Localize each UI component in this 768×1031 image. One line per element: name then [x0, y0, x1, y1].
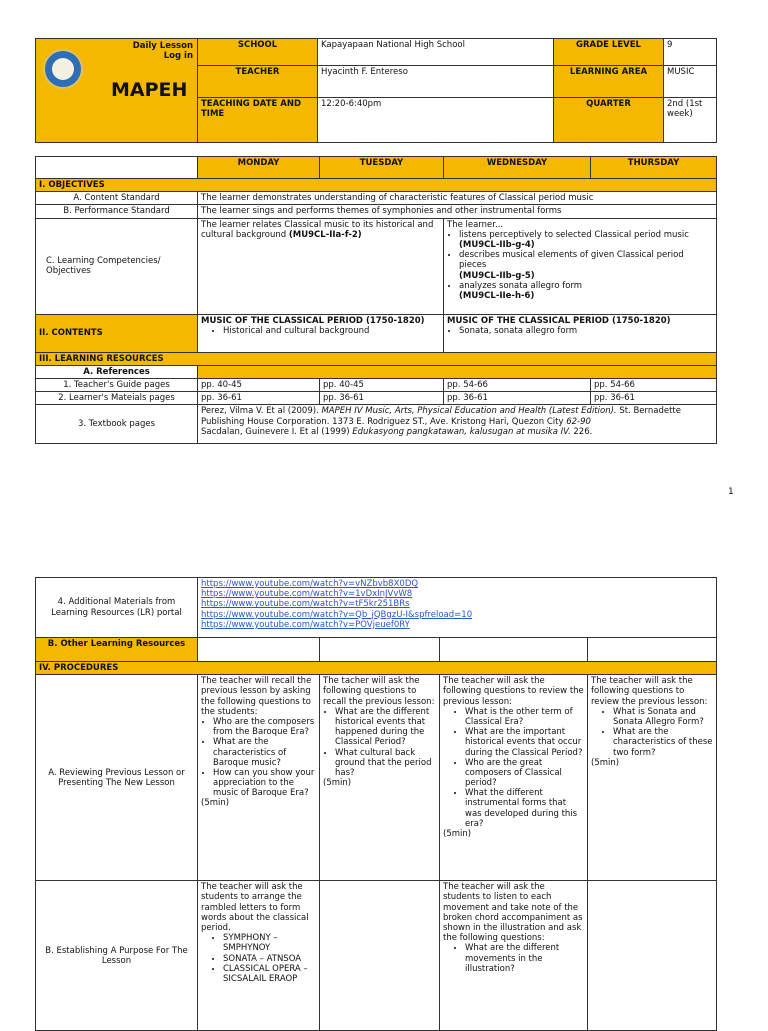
competency-item: • describes musical elements of given Classical period pieces (MU9CL-IIb-g-5) — [459, 250, 713, 281]
question-item: • What are the different movements in the illustration? — [465, 943, 584, 974]
resources-heading: III. LEARNING RESOURCES — [36, 352, 717, 365]
lm-tuesday: pp. 36-61 — [320, 392, 444, 405]
tg-thursday: pp. 54-66 — [591, 378, 717, 391]
purpose-monday: The teacher will ask the students to arrange the rambled letters to form words about the classical period. • SYMPHONY – SMPHYNOY • SONATA – ATNSOA • CLASSICAL OPERA – SICSALAIL ERAOP — [198, 881, 320, 1031]
purpose-wednesday: The teacher will ask the students to listen to each movement and take note of the broken chord accompaniment as shown in the illustration and ask the following questions: • What are the different movements in the illustration? — [440, 881, 588, 1031]
grade-value: 9 — [664, 39, 717, 66]
textbook-refs: Perez, Vilma V. Et al (2009). MAPEH IV Music, Arts, Physical Education and Health (Latest Edition). St. Bernadette Publishing House Corporation. 1373 E. Rodriguez ST., Ave. Kristong Hari, Quezon City 62-90 Sacdalan, Guinevere I. Et al (1999) Edukasyong pangkatawan, kalusugan at musika IV. 226. — [198, 405, 717, 444]
question-item: • What are the different historical events that happened during the Classical Period? — [335, 707, 436, 748]
other-res-tuesday — [320, 638, 440, 662]
quarter-label: QUARTER — [554, 98, 664, 143]
reviewing-label: A. Reviewing Previous Lesson or Presenting The New Lesson — [36, 675, 198, 881]
contents-left-item: • Historical and cultural background — [223, 326, 440, 336]
question-item: • What are the characteristics of Baroque music? — [213, 737, 316, 768]
references-fill — [198, 365, 717, 378]
contents-right — [444, 314, 717, 352]
competencies-left-text: The learner relates Classical music to its historical and cultural background — [201, 219, 434, 240]
content-standard-label: A. Content Standard — [36, 192, 198, 205]
area-value: MUSIC — [664, 66, 717, 98]
other-resources-label: B. Other Learning Resources — [36, 638, 198, 662]
lesson-table-page1 — [35, 156, 717, 444]
other-res-monday — [198, 638, 320, 662]
day-header-empty — [36, 157, 198, 179]
question-item: • What are the important historical events that occur during the Classical Period? — [465, 727, 584, 758]
lm-wednesday: pp. 36-61 — [444, 392, 591, 405]
competencies-left-code: (MU9CL-IIa-f-2) — [288, 229, 362, 240]
scramble-item: • CLASSICAL OPERA – SICSALAIL ERAOP — [223, 964, 316, 984]
day-header-monday: MONDAY — [198, 157, 320, 179]
references-label: A. References — [36, 365, 198, 378]
youtube-link[interactable]: https://www.youtube.com/watch?v=1vDxInJVvW8 — [201, 589, 413, 600]
performance-standard-label: B. Performance Standard — [36, 205, 198, 218]
question-item: • Who are the composers from the Baroque Era? — [213, 717, 316, 737]
competency-item: • analyzes sonata allegro form (MU9CL-IIe-h-6) — [459, 281, 713, 301]
school-value: Kapayapaan National High School — [318, 39, 554, 66]
lm-label: 2. Learner's Mateials pages — [36, 392, 198, 405]
header-table — [35, 38, 717, 143]
question-item: • What the different instrumental forms that was developed during this era? — [465, 788, 584, 829]
day-header-tuesday: TUESDAY — [320, 157, 444, 179]
teacher-value: Hyacinth F. Entereso — [318, 66, 554, 98]
contents-right-title: MUSIC OF THE CLASSICAL PERIOD (1750-1820) — [447, 315, 671, 326]
reviewing-tuesday: The tacher will ask the following questions to recall the previous lesson: • What are the different historical events that happened during the Classical Period? • What cultural back ground that the period has? (5min) — [320, 675, 440, 881]
deped-seal-icon — [43, 49, 83, 89]
additional-materials-links — [198, 578, 717, 638]
date-value: 12:20-6:40pm — [318, 98, 554, 143]
content-standard-text: The learner demonstrates understanding of characteristic features of Classical period music — [198, 192, 717, 205]
contents-left — [198, 314, 444, 352]
competencies-right — [444, 218, 717, 314]
school-label: SCHOOL — [198, 39, 318, 66]
other-res-wednesday — [440, 638, 588, 662]
question-item: • What are the characteristics of these two form? — [613, 727, 713, 758]
tg-wednesday: pp. 54-66 — [444, 378, 591, 391]
page-number: 1 — [728, 487, 734, 497]
contents-right-item: • Sonata, sonata allegro form — [459, 326, 713, 336]
objectives-heading: I. OBJECTIVES — [36, 179, 717, 192]
lesson-table-page2 — [35, 577, 717, 1031]
youtube-link[interactable]: https://www.youtube.com/watch?v=tF5kr251BRs — [201, 599, 410, 610]
youtube-link[interactable]: https://www.youtube.com/watch?v=Qb_jQBgzU-I&spfreload=10 — [201, 609, 473, 620]
teacher-label: TEACHER — [198, 66, 318, 98]
reviewing-monday: The teacher will recall the previous lesson by asking the following questions to the students: • Who are the composers from the Baroque Era? • What are the characteristics of Baroque music? • How can you show your appreciation to the music of Baroque Era? (5min) — [198, 675, 320, 881]
youtube-link[interactable]: https://www.youtube.com/watch?v=vNZbvb8X0DQ — [201, 579, 419, 589]
purpose-tuesday — [320, 881, 440, 1031]
lm-thursday: pp. 36-61 — [591, 392, 717, 405]
tg-monday: pp. 40-45 — [198, 378, 320, 391]
other-res-thursday — [588, 638, 717, 662]
day-header-thursday: THURSDAY — [591, 157, 717, 179]
quarter-value: 2nd (1st week) — [664, 98, 717, 143]
day-header-wednesday: WEDNESDAY — [444, 157, 591, 179]
tg-label: 1. Teacher's Guide pages — [36, 378, 198, 391]
competencies-label-text: C. Learning Competencies/ Objectives — [46, 255, 161, 277]
competencies-left — [198, 218, 444, 314]
scramble-item: • SYMPHONY – SMPHYNOY — [223, 933, 316, 953]
contents-heading: II. CONTENTS — [36, 314, 198, 352]
question-item: • What is Sonata and Sonata Allegro Form? — [613, 707, 713, 727]
scramble-item: • SONATA – ATNSOA — [223, 954, 316, 964]
header-logo-cell — [36, 39, 198, 143]
question-item: • Who are the great composers of Classical period? — [465, 758, 584, 789]
purpose-label: B. Establishing A Purpose For The Lesson — [36, 881, 198, 1031]
question-item: • How can you show your appreciation to the music of Baroque Era? — [213, 768, 316, 799]
textbook-label: 3. Textbook pages — [36, 405, 198, 444]
dll-title: Daily Lesson Log in — [132, 41, 193, 62]
competency-item: • listens perceptively to selected Classical period music (MU9CL-IIb-g-4) — [459, 230, 713, 250]
additional-materials-label: 4. Additional Materials from Learning Resources (LR) portal — [36, 578, 198, 638]
reviewing-wednesday: The teacher will ask the following questions to review the previous lesson: • What is the other term of Classical Era? • What are the important historical events that occur during the Classical Period? • Who are the great composers of Classical period? • What the different instrumental forms that was developed during this era? (5min) — [440, 675, 588, 881]
youtube-link[interactable]: https://www.youtube.com/watch?v=POVjeuef0RY — [201, 619, 410, 630]
question-item: • What cultural back ground that the period has? — [335, 748, 436, 779]
performance-standard-text: The learner sings and performs themes of symphonies and other instrumental forms — [198, 205, 717, 218]
lm-monday: pp. 36-61 — [198, 392, 320, 405]
area-label: LEARNING AREA — [554, 66, 664, 98]
contents-left-title: MUSIC OF THE CLASSICAL PERIOD (1750-1820) — [201, 315, 425, 326]
competencies-intro: The learner... — [447, 219, 504, 230]
procedures-heading: IV. PROCEDURES — [36, 662, 717, 675]
competencies-label — [36, 218, 198, 314]
date-label: TEACHING DATE AND TIME — [198, 98, 318, 143]
question-item: • What is the other term of Classical Era? — [465, 707, 584, 727]
grade-label: GRADE LEVEL — [554, 39, 664, 66]
subject-title: MAPEH — [111, 79, 188, 101]
purpose-thursday — [588, 881, 717, 1031]
tg-tuesday: pp. 40-45 — [320, 378, 444, 391]
reviewing-thursday: The teacher will ask the following questions to review the previous lesson: • What is Sonata and Sonata Allegro Form? • What are the characteristics of these two form? (5min) — [588, 675, 717, 881]
